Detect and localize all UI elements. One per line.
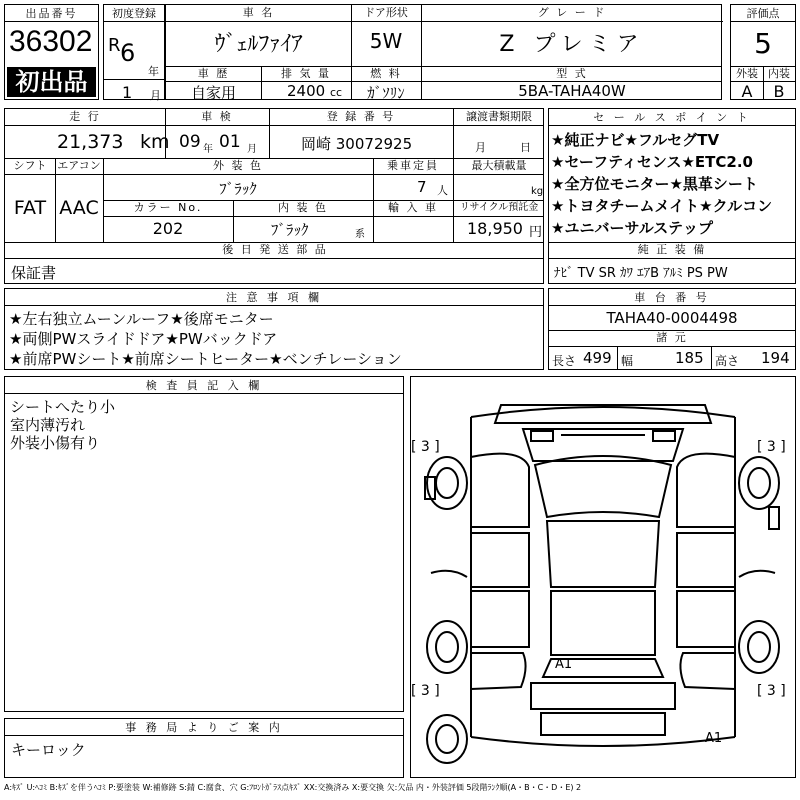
era: R bbox=[108, 35, 121, 56]
insp-month-unit: 月 bbox=[247, 144, 257, 155]
chassis-box bbox=[548, 288, 796, 370]
length: 499 bbox=[583, 349, 612, 367]
tread-rear-right: [ 3 ] bbox=[757, 683, 786, 699]
displacement: 2400 bbox=[287, 82, 326, 100]
inspector-line: シートへたり小 bbox=[10, 398, 116, 416]
fuel-label: 燃 料 bbox=[370, 67, 402, 80]
notes-box bbox=[4, 288, 544, 370]
mileage-label: 走 行 bbox=[69, 110, 101, 123]
chassis-number: TAHA40-0004498 bbox=[606, 309, 738, 327]
door-type: 5W bbox=[369, 29, 403, 53]
model-code: 5BA-TAHA40W bbox=[518, 82, 626, 100]
fuel: ｶﾞｿﾘﾝ bbox=[367, 84, 405, 102]
door-label: ドア形状 bbox=[364, 6, 408, 19]
dimensions-label: 諸 元 bbox=[656, 331, 688, 344]
inspector-box bbox=[4, 376, 404, 712]
width-label: 幅 bbox=[621, 354, 634, 368]
import-label: 輸 入 車 bbox=[388, 201, 438, 214]
score-label: 評価点 bbox=[731, 5, 795, 22]
capacity-label: 乗車定員 bbox=[387, 159, 439, 172]
inspection-label: 車 検 bbox=[201, 110, 233, 123]
transfer-day: 日 bbox=[520, 141, 531, 154]
mileage-unit: km bbox=[140, 131, 170, 153]
first-reg-label: 初度登録 bbox=[104, 5, 164, 22]
damage-mark-rear: A1 bbox=[555, 657, 573, 672]
sales-point-line: ★セーフティセンス★ETC2.0 bbox=[551, 153, 753, 171]
displacement-label: 排 気 量 bbox=[281, 67, 331, 80]
car-name: ｳﾞｪﾙﾌｧｲｱ bbox=[214, 32, 303, 57]
exterior-label: 外装 bbox=[736, 67, 758, 80]
sales-point-line: ★ユニバーサルステップ bbox=[551, 219, 713, 237]
insp-year-unit: 年 bbox=[203, 144, 213, 155]
score-box bbox=[730, 4, 796, 100]
shift: FAT bbox=[13, 197, 47, 219]
inspector-label: 検 査 員 記 入 欄 bbox=[5, 377, 403, 394]
note-line: ★前席PWシート★前席シートヒーター★ベンチレーション bbox=[9, 350, 402, 368]
width: 185 bbox=[675, 349, 704, 367]
office-note: キーロック bbox=[11, 741, 86, 759]
legend: A:ｷｽﾞ U:ﾍｺﾐ B:ｷｽﾞを伴うﾍｺﾐ P:要塗装 W:補修跡 S:錆 C:腐食、穴 G:ﾌﾛﾝﾄｶﾞﾗｽ点ｷｽﾞ XX:交換済み X:要交換 欠:欠品 内・外装評価 5段階ﾗﾝｸ順(A・B・C・D・E) 2 bbox=[4, 783, 582, 792]
transfer-month: 月 bbox=[475, 141, 486, 154]
office-label: 事 務 局 よ り ご 案 内 bbox=[5, 719, 403, 736]
mileage: 21,373 bbox=[57, 131, 124, 153]
exterior-color: ﾌﾞﾗｯｸ bbox=[219, 180, 257, 198]
inspector-line: 外装小傷有り bbox=[10, 434, 101, 452]
history: 自家用 bbox=[190, 84, 236, 102]
insp-month: 01 bbox=[219, 132, 241, 152]
color-number: 202 bbox=[152, 219, 184, 238]
color-label: 外 装 色 bbox=[213, 159, 263, 172]
office-box bbox=[4, 718, 404, 778]
history-label: 車 歴 bbox=[197, 67, 230, 80]
note-line: ★両側PWスライドドア★PWバックドア bbox=[9, 330, 278, 348]
height-label: 高さ bbox=[715, 354, 740, 368]
chassis-label: 車 台 番 号 bbox=[549, 289, 795, 306]
note-line: ★左右独立ムーンルーフ★後席モニター bbox=[9, 310, 274, 328]
recycle-unit: 円 bbox=[529, 225, 543, 240]
height: 194 bbox=[761, 349, 790, 367]
reg-number: 岡崎 30072925 bbox=[301, 135, 413, 153]
interior-color-suffix: 系 bbox=[355, 229, 365, 240]
year-unit: 年 bbox=[148, 65, 159, 78]
vehicle-info-box bbox=[165, 4, 722, 100]
interior-color-label: 内 装 色 bbox=[278, 201, 328, 214]
interior-label: 内装 bbox=[768, 67, 790, 80]
interior-color: ﾌﾞﾗｯｸ bbox=[271, 221, 309, 239]
inspector-line: 室内薄汚れ bbox=[10, 416, 86, 434]
car-name-label: 車 名 bbox=[242, 6, 275, 19]
notes-label: 注 意 事 項 欄 bbox=[5, 289, 543, 306]
recycle-label: リサイクル預託金 bbox=[459, 202, 539, 213]
tread-front-left: [ 3 ] bbox=[411, 439, 440, 455]
capacity: 7 bbox=[417, 178, 427, 196]
lot-box bbox=[4, 4, 99, 100]
sales-point-line: ★全方位モニター★黒革シート bbox=[551, 175, 758, 193]
model-label: 型 式 bbox=[556, 67, 588, 80]
reg-year: 6 bbox=[120, 39, 136, 67]
length-label: 長さ bbox=[552, 354, 577, 368]
specs-box bbox=[4, 108, 544, 284]
transfer-label: 譲渡書類期限 bbox=[466, 110, 532, 123]
equipment-label: 純 正 装 備 bbox=[637, 243, 707, 256]
aircon-label: エアコン bbox=[57, 159, 101, 172]
load-unit: kg bbox=[531, 186, 544, 197]
recycle-fee: 18,950 bbox=[467, 219, 523, 238]
first-registration-box bbox=[103, 4, 165, 100]
displacement-unit: cc bbox=[330, 86, 343, 99]
color-no-label: カラー No. bbox=[133, 201, 203, 214]
reg-month: 1 bbox=[122, 83, 133, 102]
exterior-grade: A bbox=[741, 82, 753, 101]
aircon: AAC bbox=[59, 197, 99, 219]
score: 5 bbox=[754, 27, 772, 60]
sales-points-label: セ ー ル ス ポ イ ン ト bbox=[549, 109, 795, 126]
reg-number-label: 登 録 番 号 bbox=[326, 110, 396, 123]
tread-rear-left: [ 3 ] bbox=[411, 683, 440, 699]
insp-year: 09 bbox=[179, 132, 201, 152]
later-parts: 保証書 bbox=[11, 264, 57, 282]
later-parts-label: 後 日 発 送 部 品 bbox=[222, 243, 328, 256]
first-listing-badge: 初出品 bbox=[7, 67, 96, 97]
lot-number: 36302 bbox=[9, 25, 93, 58]
month-unit: 月 bbox=[150, 89, 161, 102]
grade: Z プレミア bbox=[499, 32, 645, 57]
interior-grade: B bbox=[773, 82, 785, 101]
lot-label: 出品番号 bbox=[5, 5, 98, 22]
damage-mark-bumper: A1 bbox=[705, 731, 723, 746]
load-label: 最大積載量 bbox=[471, 159, 527, 172]
tread-front-right: [ 3 ] bbox=[757, 439, 786, 455]
capacity-unit: 人 bbox=[437, 184, 448, 197]
car-diagram-drawing bbox=[411, 377, 795, 777]
sales-points-box bbox=[548, 108, 796, 284]
shift-label: シフト bbox=[13, 159, 47, 172]
sales-point-line: ★トヨタチームメイト★クルコン bbox=[551, 197, 773, 215]
car-diagram bbox=[410, 376, 796, 778]
equipment-list: ﾅﾋﾞ TV SR ｶﾜ ｴｱB ｱﾙﾐ PS PW bbox=[554, 266, 728, 281]
grade-label: グ レ ー ド bbox=[537, 6, 607, 19]
sales-point-line: ★純正ナビ★フルセグTV bbox=[551, 131, 720, 149]
